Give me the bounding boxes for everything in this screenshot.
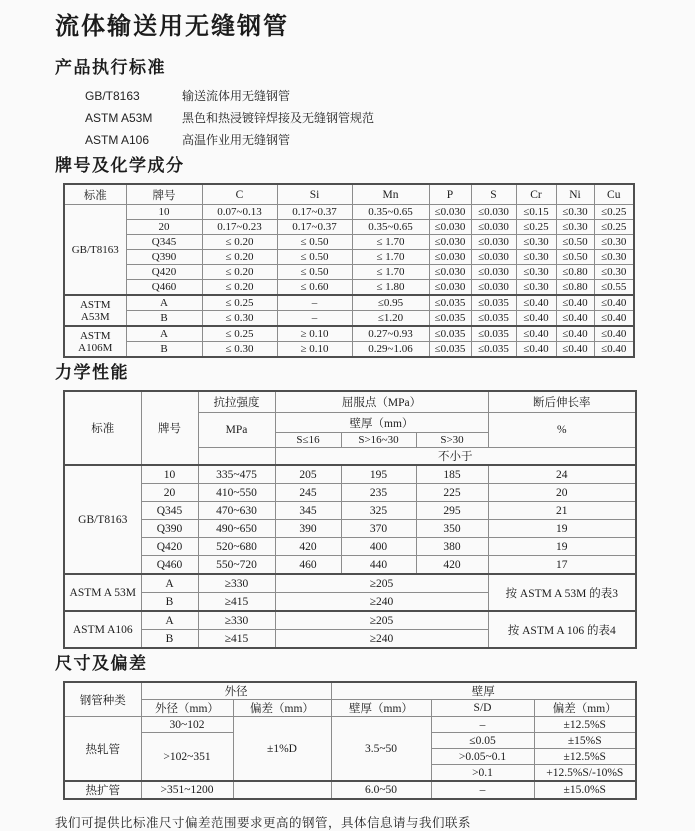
value-cell: ≤ 0.20 [202,265,277,280]
value-cell: ≤ 0.50 [277,235,352,250]
value-cell: ±15.0%S [534,781,636,799]
value-cell: 205 [275,465,341,484]
value-cell: 550~720 [198,556,275,575]
value-cell: ≥330 [198,574,275,593]
table-header-row [64,391,636,413]
value-cell: 195 [341,465,416,484]
table-row [64,520,636,538]
value-cell: ≤0.50 [556,235,594,250]
value-cell: ≥ 0.10 [277,342,352,358]
grade-cell: 20 [126,220,202,235]
value-cell: ≤0.30 [516,265,556,280]
table-row [64,235,634,250]
value-cell: 24 [488,465,636,484]
value-cell: 440 [341,556,416,575]
value-cell: ≤0.030 [471,280,516,296]
value-cell: ≤0.30 [516,250,556,265]
grade-cell: A [141,574,198,593]
grade-cell: Q390 [126,250,202,265]
column-header: C [202,184,277,205]
value-cell: ≤0.035 [471,342,516,358]
standard-description: 输送流体用无缝钢管 [182,89,291,103]
value-cell: 335~475 [198,465,275,484]
table-row [64,295,634,311]
value-cell: ≤0.035 [429,295,471,311]
value-cell: 0.17~0.37 [277,205,352,220]
table-row [64,574,636,593]
value-cell: >0.1 [431,765,534,782]
value-cell: ≤0.40 [594,295,634,311]
column-header: MPa [198,413,275,448]
value-cell: 19 [488,538,636,556]
table-header-row [64,184,634,205]
standard-line: ASTM [79,298,111,311]
value-cell: ≤1.20 [352,311,429,327]
standard-description: 高温作业用无缝钢管 [182,133,291,147]
value-cell: 20 [488,484,636,502]
value-cell: 370 [341,520,416,538]
column-header: % [488,413,636,448]
value-cell: ≤0.030 [429,220,471,235]
grade-cell: Q460 [141,556,198,575]
value-cell: ≤ 0.20 [202,250,277,265]
value-cell: ≤0.035 [429,326,471,342]
column-header: S/D [431,700,534,717]
grade-cell: B [141,630,198,649]
value-cell: 325 [341,502,416,520]
value-cell: 390 [275,520,341,538]
column-header: 抗拉强度 [198,391,275,413]
value-cell: 380 [416,538,488,556]
value-cell: ±15%S [534,733,636,749]
column-header: 不小于 [275,448,636,466]
column-header: 偏差（mm） [534,700,636,717]
column-header: Si [277,184,352,205]
mechanical-properties-table [63,390,637,649]
value-cell: ≤0.40 [556,342,594,358]
value-cell: ≤0.55 [594,280,634,296]
value-cell: ≥240 [275,593,488,612]
standards-list [85,85,655,151]
value-cell: ≤0.030 [471,235,516,250]
column-header: Mn [352,184,429,205]
column-header: 标准 [64,184,126,205]
value-cell: ≤ 1.70 [352,265,429,280]
value-cell: ≤0.25 [516,220,556,235]
value-cell: ≤0.035 [429,311,471,327]
grade-cell: Q460 [126,280,202,296]
table-row [64,502,636,520]
standards-list-item [85,107,655,129]
column-header: 标准 [64,391,141,465]
value-cell: ≥415 [198,630,275,649]
value-cell: 225 [416,484,488,502]
value-cell: ≥240 [275,630,488,649]
grade-cell: Q390 [141,520,198,538]
value-cell: 490~650 [198,520,275,538]
column-header: 牌号 [141,391,198,465]
value-cell: 420 [275,538,341,556]
value-cell: ≤ 1.70 [352,235,429,250]
pipe-type-cell: 热扩管 [64,781,141,799]
value-cell: ≤ 0.20 [202,280,277,296]
table-row [64,265,634,280]
value-cell: 3.5~50 [331,717,431,782]
grade-cell: B [126,311,202,327]
standard-code: ASTM A106 [85,133,150,147]
value-cell: 0.35~0.65 [352,205,429,220]
column-header: 屈服点（MPa） [275,391,488,413]
grade-cell: Q345 [141,502,198,520]
value-cell: ≤0.035 [471,326,516,342]
footer-note: 我们可提供比标准尺寸偏差范围要求更高的钢管，具体信息请与我们联系 [55,816,472,830]
column-header: 壁厚（mm） [275,413,488,433]
value-cell: ≤0.030 [471,205,516,220]
note-cell: 按 ASTM A 53M 的表3 [488,574,636,611]
note-cell: 按 ASTM A 106 的表4 [488,611,636,648]
value-cell: 21 [488,502,636,520]
table-row [64,484,636,502]
value-cell: ≤ 0.50 [277,250,352,265]
value-cell: ≤0.030 [429,250,471,265]
value-cell: 245 [275,484,341,502]
value-cell: ≤0.30 [594,250,634,265]
value-cell: 6.0~50 [331,781,431,799]
value-cell: ≤0.030 [429,265,471,280]
column-header: Cu [594,184,634,205]
standards-list-item [85,85,655,107]
value-cell: ≤ 0.30 [202,342,277,358]
value-cell: ≤0.95 [352,295,429,311]
table-row [64,781,636,799]
value-cell: ≤0.05 [431,733,534,749]
value-cell: 185 [416,465,488,484]
value-cell: ≤0.035 [471,311,516,327]
grade-cell: 10 [126,205,202,220]
column-header: 偏差（mm） [233,700,331,717]
column-header: 钢管种类 [64,682,141,717]
table-row [64,311,634,327]
column-header: P [429,184,471,205]
column-header: 壁厚（mm） [331,700,431,717]
value-cell: >102~351 [141,733,233,782]
table-row [64,342,634,358]
value-cell: ≥330 [198,611,275,630]
value-cell: ≤0.40 [556,311,594,327]
standard-cell: GB/T8163 [64,465,141,574]
value-cell: ≤ 0.30 [202,311,277,327]
grade-cell: B [126,342,202,358]
grade-cell: A [126,326,202,342]
empty-cell [233,781,331,799]
standard-cell [64,326,126,357]
value-cell: 235 [341,484,416,502]
value-cell: 0.29~1.06 [352,342,429,358]
table-row [64,205,634,220]
value-cell: ≤0.30 [516,235,556,250]
value-cell: 0.27~0.93 [352,326,429,342]
value-cell: ≤0.25 [594,220,634,235]
pipe-type-cell: 热轧管 [64,717,141,782]
value-cell: – [277,311,352,327]
grade-cell: 20 [141,484,198,502]
value-cell: ≤0.40 [516,295,556,311]
value-cell: ≤0.40 [594,342,634,358]
value-cell: 0.17~0.37 [277,220,352,235]
value-cell: 410~550 [198,484,275,502]
value-cell: ≥205 [275,574,488,593]
column-header: S≤16 [275,433,341,448]
value-cell: ≤ 1.80 [352,280,429,296]
value-cell: ≤0.30 [516,280,556,296]
grade-cell: A [141,611,198,630]
section-heading-mechanical-properties: 力学性能 [55,363,129,382]
table-row [64,538,636,556]
value-cell: ≤0.030 [429,235,471,250]
column-header: 外径 [141,682,331,700]
standard-line: A53M [80,310,110,323]
value-cell: ≤ 0.25 [202,295,277,311]
value-cell: 520~680 [198,538,275,556]
value-cell: 19 [488,520,636,538]
section-heading-dimensions-tolerances: 尺寸及偏差 [55,654,148,673]
value-cell: 460 [275,556,341,575]
column-header: S>30 [416,433,488,448]
value-cell: ≤0.030 [471,220,516,235]
value-cell: ≥205 [275,611,488,630]
standards-list-item [85,129,655,151]
column-header: Cr [516,184,556,205]
value-cell: 420 [416,556,488,575]
value-cell: 345 [275,502,341,520]
section-heading-chemical-composition: 牌号及化学成分 [55,156,185,175]
standard-code: GB/T8163 [85,89,140,103]
column-header: 牌号 [126,184,202,205]
page-title: 流体输送用无缝钢管 [55,14,289,40]
value-cell: ≤ 0.60 [277,280,352,296]
value-cell: 17 [488,556,636,575]
chemical-composition-table [63,183,635,358]
value-cell: ≤0.40 [556,326,594,342]
value-cell: ≤0.40 [516,342,556,358]
value-cell: ≤0.030 [471,265,516,280]
value-cell: 470~630 [198,502,275,520]
standard-line: ASTM [79,329,111,342]
column-header: S [471,184,516,205]
value-cell: ≤0.035 [471,295,516,311]
value-cell: ≥ 0.10 [277,326,352,342]
value-cell: ≥415 [198,593,275,612]
value-cell: 0.35~0.65 [352,220,429,235]
value-cell: ±12.5%S [534,717,636,733]
table-header-row [64,682,636,700]
value-cell: ≤0.50 [556,250,594,265]
column-header: 断后伸长率 [488,391,636,413]
value-cell: ≤0.035 [429,342,471,358]
grade-cell: B [141,593,198,612]
value-cell: ≤0.80 [556,265,594,280]
value-cell: ≤0.40 [516,311,556,327]
value-cell: – [431,781,534,799]
value-cell: ≤0.40 [556,295,594,311]
section-heading-product-standards: 产品执行标准 [55,58,166,77]
standard-cell: ASTM A 53M [64,574,141,611]
standard-line: A106M [78,341,113,354]
standard-cell: ASTM A106 [64,611,141,648]
value-cell: ≤ 0.20 [202,235,277,250]
table-row [64,465,636,484]
value-cell: ≤ 0.50 [277,265,352,280]
value-cell: ≤0.25 [594,205,634,220]
standard-cell: GB/T8163 [64,205,126,296]
value-cell: ≤0.40 [594,311,634,327]
table-row [64,556,636,575]
value-cell: ≤0.40 [594,326,634,342]
table-header-row [64,700,636,717]
value-cell: ≤0.30 [556,205,594,220]
table-row [64,250,634,265]
value-cell: ≤0.030 [429,205,471,220]
table-row [64,220,634,235]
value-cell: ±1%D [233,717,331,782]
value-cell: ≤0.030 [429,280,471,296]
table-row [64,280,634,296]
value-cell: ≤ 0.25 [202,326,277,342]
value-cell: 30~102 [141,717,233,733]
empty-cell [198,448,275,466]
value-cell: ≤ 1.70 [352,250,429,265]
value-cell: ≤0.30 [594,265,634,280]
value-cell: ≤0.30 [594,235,634,250]
grade-cell: 10 [141,465,198,484]
column-header: Ni [556,184,594,205]
value-cell: ≤0.030 [471,250,516,265]
value-cell: ±12.5%S [534,749,636,765]
table-row [64,611,636,630]
standard-cell [64,295,126,326]
value-cell: 295 [416,502,488,520]
value-cell: 400 [341,538,416,556]
value-cell: >351~1200 [141,781,233,799]
grade-cell: Q345 [126,235,202,250]
value-cell: – [277,295,352,311]
value-cell: ≤0.30 [556,220,594,235]
grade-cell: Q420 [126,265,202,280]
column-header: 外径（mm） [141,700,233,717]
value-cell: +12.5%S/-10%S [534,765,636,782]
table-row [64,717,636,733]
value-cell: 0.17~0.23 [202,220,277,235]
column-header: S>16~30 [341,433,416,448]
value-cell: 350 [416,520,488,538]
value-cell: – [431,717,534,733]
value-cell: 0.07~0.13 [202,205,277,220]
value-cell: ≤0.40 [516,326,556,342]
grade-cell: Q420 [141,538,198,556]
column-header: 壁厚 [331,682,636,700]
standard-code: ASTM A53M [85,111,153,125]
dimensions-tolerances-table [63,681,637,800]
table-row [64,326,634,342]
value-cell: ≤0.80 [556,280,594,296]
value-cell: ≤0.15 [516,205,556,220]
grade-cell: A [126,295,202,311]
value-cell: >0.05~0.1 [431,749,534,765]
standard-description: 黑色和热浸镀锌焊接及无缝钢管规范 [182,111,375,125]
